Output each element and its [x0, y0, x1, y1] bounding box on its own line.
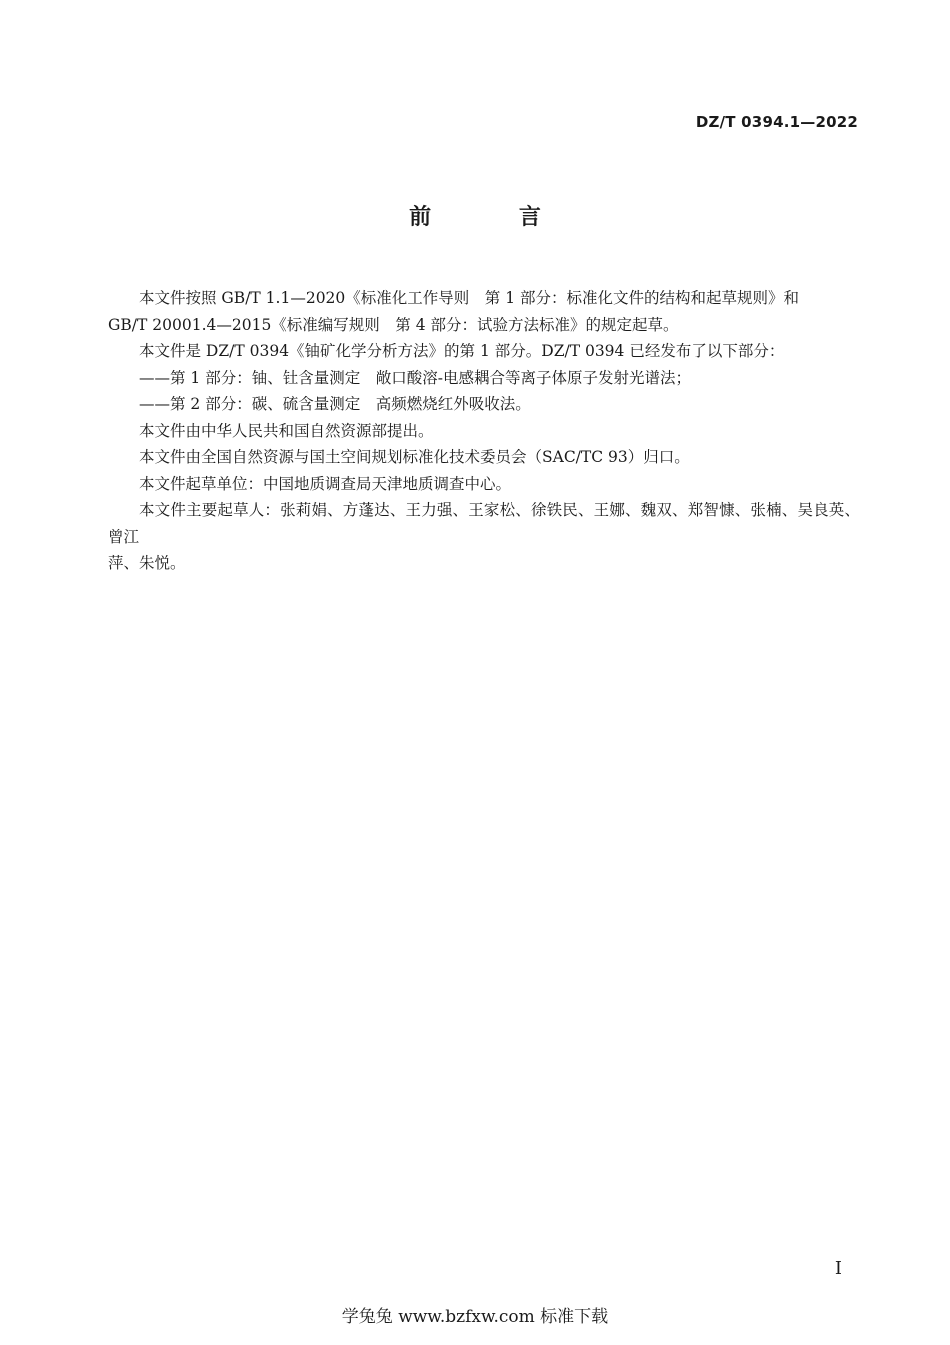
paragraph-proposer: 本文件由中华人民共和国自然资源部提出。 — [139, 421, 434, 440]
paragraph-drafters-line2: 萍、朱悦。 — [108, 554, 186, 572]
document-code: DZ/T 0394.1—2022 — [695, 113, 858, 131]
paragraph-drafters-line1: 本文件主要起草人：张莉娟、方蓬达、王力强、王家松、徐铁民、王娜、魏双、郑智慷、张楠、吴良英、曾江 — [108, 501, 860, 546]
paragraph-committee: 本文件由全国自然资源与国土空间规划标准化技术委员会（SAC/TC 93）归口。 — [139, 448, 690, 466]
page-title: 前 言 — [409, 205, 581, 230]
paragraph-drafting-rules-line1: 本文件按照 GB/T 1.1—2020《标准化工作导则 第 1 部分：标准化文件的结构和起草规则》和 — [139, 289, 800, 307]
list-item-part-1: ——第 1 部分：铀、钍含量测定 敞口酸溶-电感耦合等离子体原子发射光谱法； — [139, 368, 691, 387]
paragraph-parts-intro: 本文件是 DZ/T 0394《铀矿化学分析方法》的第 1 部分。DZ/T 0394 已经发布了以下部分： — [139, 342, 785, 360]
paragraph-drafting-rules-line2: GB/T 20001.4—2015《标准编写规则 第 4 部分：试验方法标准》的规定起草。 — [108, 315, 679, 334]
paragraph-drafting-unit: 本文件起草单位：中国地质调查局天津地质调查中心。 — [139, 474, 512, 493]
page-number: I — [834, 1258, 842, 1279]
footer-watermark: 学兔兔 www.bzfxw.com 标准下载 — [341, 1307, 609, 1327]
foreword-body — [108, 285, 860, 577]
list-item-part-2: ——第 2 部分：碳、硫含量测定 高频燃烧红外吸收法。 — [139, 395, 531, 413]
